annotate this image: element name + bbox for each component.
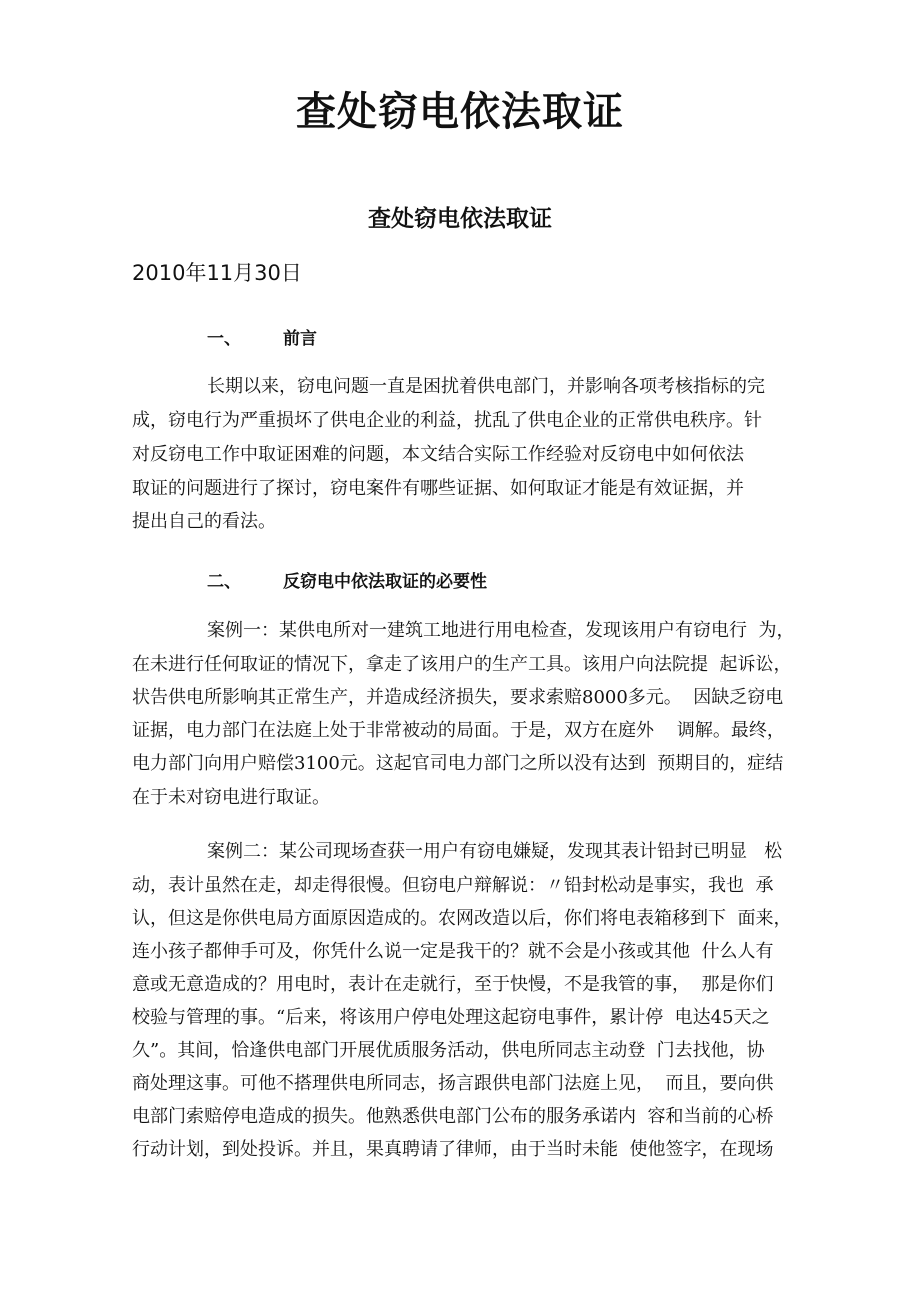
- section-number: 二、: [207, 572, 241, 592]
- paragraph-line: 校验与管理的事。“后来，将该用户停电处理这起窃电事件，累计停 电达45天之: [132, 1007, 770, 1028]
- paragraph-line: 久”。其间，恰逢供电部门开展优质服务活动，供电所同志主动登 门去找他，协: [132, 1040, 765, 1061]
- document-date: 2010年11月30日: [132, 261, 302, 285]
- paragraph-line: 认，但这是你供电局方面原因造成的。农网改造以后，你们将电表箱移到下 面来，: [132, 908, 792, 929]
- paragraph-line: 连小孩子都伸手可及，你凭什么说一定是我干的？就不会是小孩或其他 什么人有: [132, 941, 774, 962]
- paragraph-line: 长期以来，窃电问题一直是困扰着供电部门，并影响各项考核指标的完: [207, 376, 765, 397]
- paragraph-line: 商处理这事。可他不搭理供电所同志，扬言跟供电部门法庭上见， 而且，要向供: [132, 1073, 774, 1094]
- paragraph-line: 案例一：某供电所对一建筑工地进行用电检查，发现该用户有窃电行 为，: [207, 620, 795, 641]
- paragraph-line: 动，表计虽然在走，却走得很慢。但窃电户辩解说：〃铅封松动是事实，我也 承: [132, 875, 774, 896]
- paragraph-line: 在未进行任何取证的情况下，拿走了该用户的生产工具。该用户向法院提 起诉讼，: [132, 654, 792, 675]
- paragraph-line: 电力部门向用户赔偿3100元。这起官司电力部门之所以没有达到 预期目的，症结: [132, 753, 784, 774]
- section-number: 一、: [207, 329, 241, 349]
- document-title: 查处窃电依法取证: [296, 88, 624, 135]
- paragraph-line: 证据，电力部门在法庭上处于非常被动的局面。于是，双方在庭外 调解。最终，: [132, 720, 785, 741]
- paragraph-line: 对反窃电工作中取证困难的问题，本文结合实际工作经验对反窃电中如何依法: [132, 444, 744, 465]
- paragraph-line: 提出自己的看法。: [132, 511, 276, 532]
- paragraph-line: 在于未对窃电进行取证。: [132, 787, 330, 808]
- paragraph-line: 案例二：某公司现场查获一用户有窃电嫌疑，发现其表计铅封已明显 松: [207, 841, 783, 862]
- section-title: 反窃电中依法取证的必要性: [283, 572, 487, 592]
- section-heading-necessity: [207, 567, 487, 592]
- document-subtitle: 查处窃电依法取证: [368, 205, 552, 232]
- paragraph-line: 意或无意造成的？用电时，表计在走就行，至于快慢，不是我管的事， 那是你们: [132, 974, 774, 995]
- paragraph-line: 电部门索赔停电造成的损失。他熟悉供电部门公布的服务承诺内 容和当前的心桥: [132, 1106, 774, 1127]
- section-title: 前言: [283, 329, 317, 349]
- section-heading-preface: [207, 324, 317, 349]
- paragraph-line: 状告供电所影响其正常生产，并造成经济损失，要求索赔8000多元。 因缺乏窃电: [132, 687, 784, 708]
- paragraph-line: 行动计划，到处投诉。并且，果真聘请了律师，由于当时未能 使他签字，在现场: [132, 1139, 774, 1160]
- paragraph-line: 成，窃电行为严重损坏了供电企业的利益，扰乱了供电企业的正常供电秩序。针: [132, 410, 762, 431]
- paragraph-line: 取证的问题进行了探讨，窃电案件有哪些证据、如何取证才能是有效证据，并: [132, 478, 744, 499]
